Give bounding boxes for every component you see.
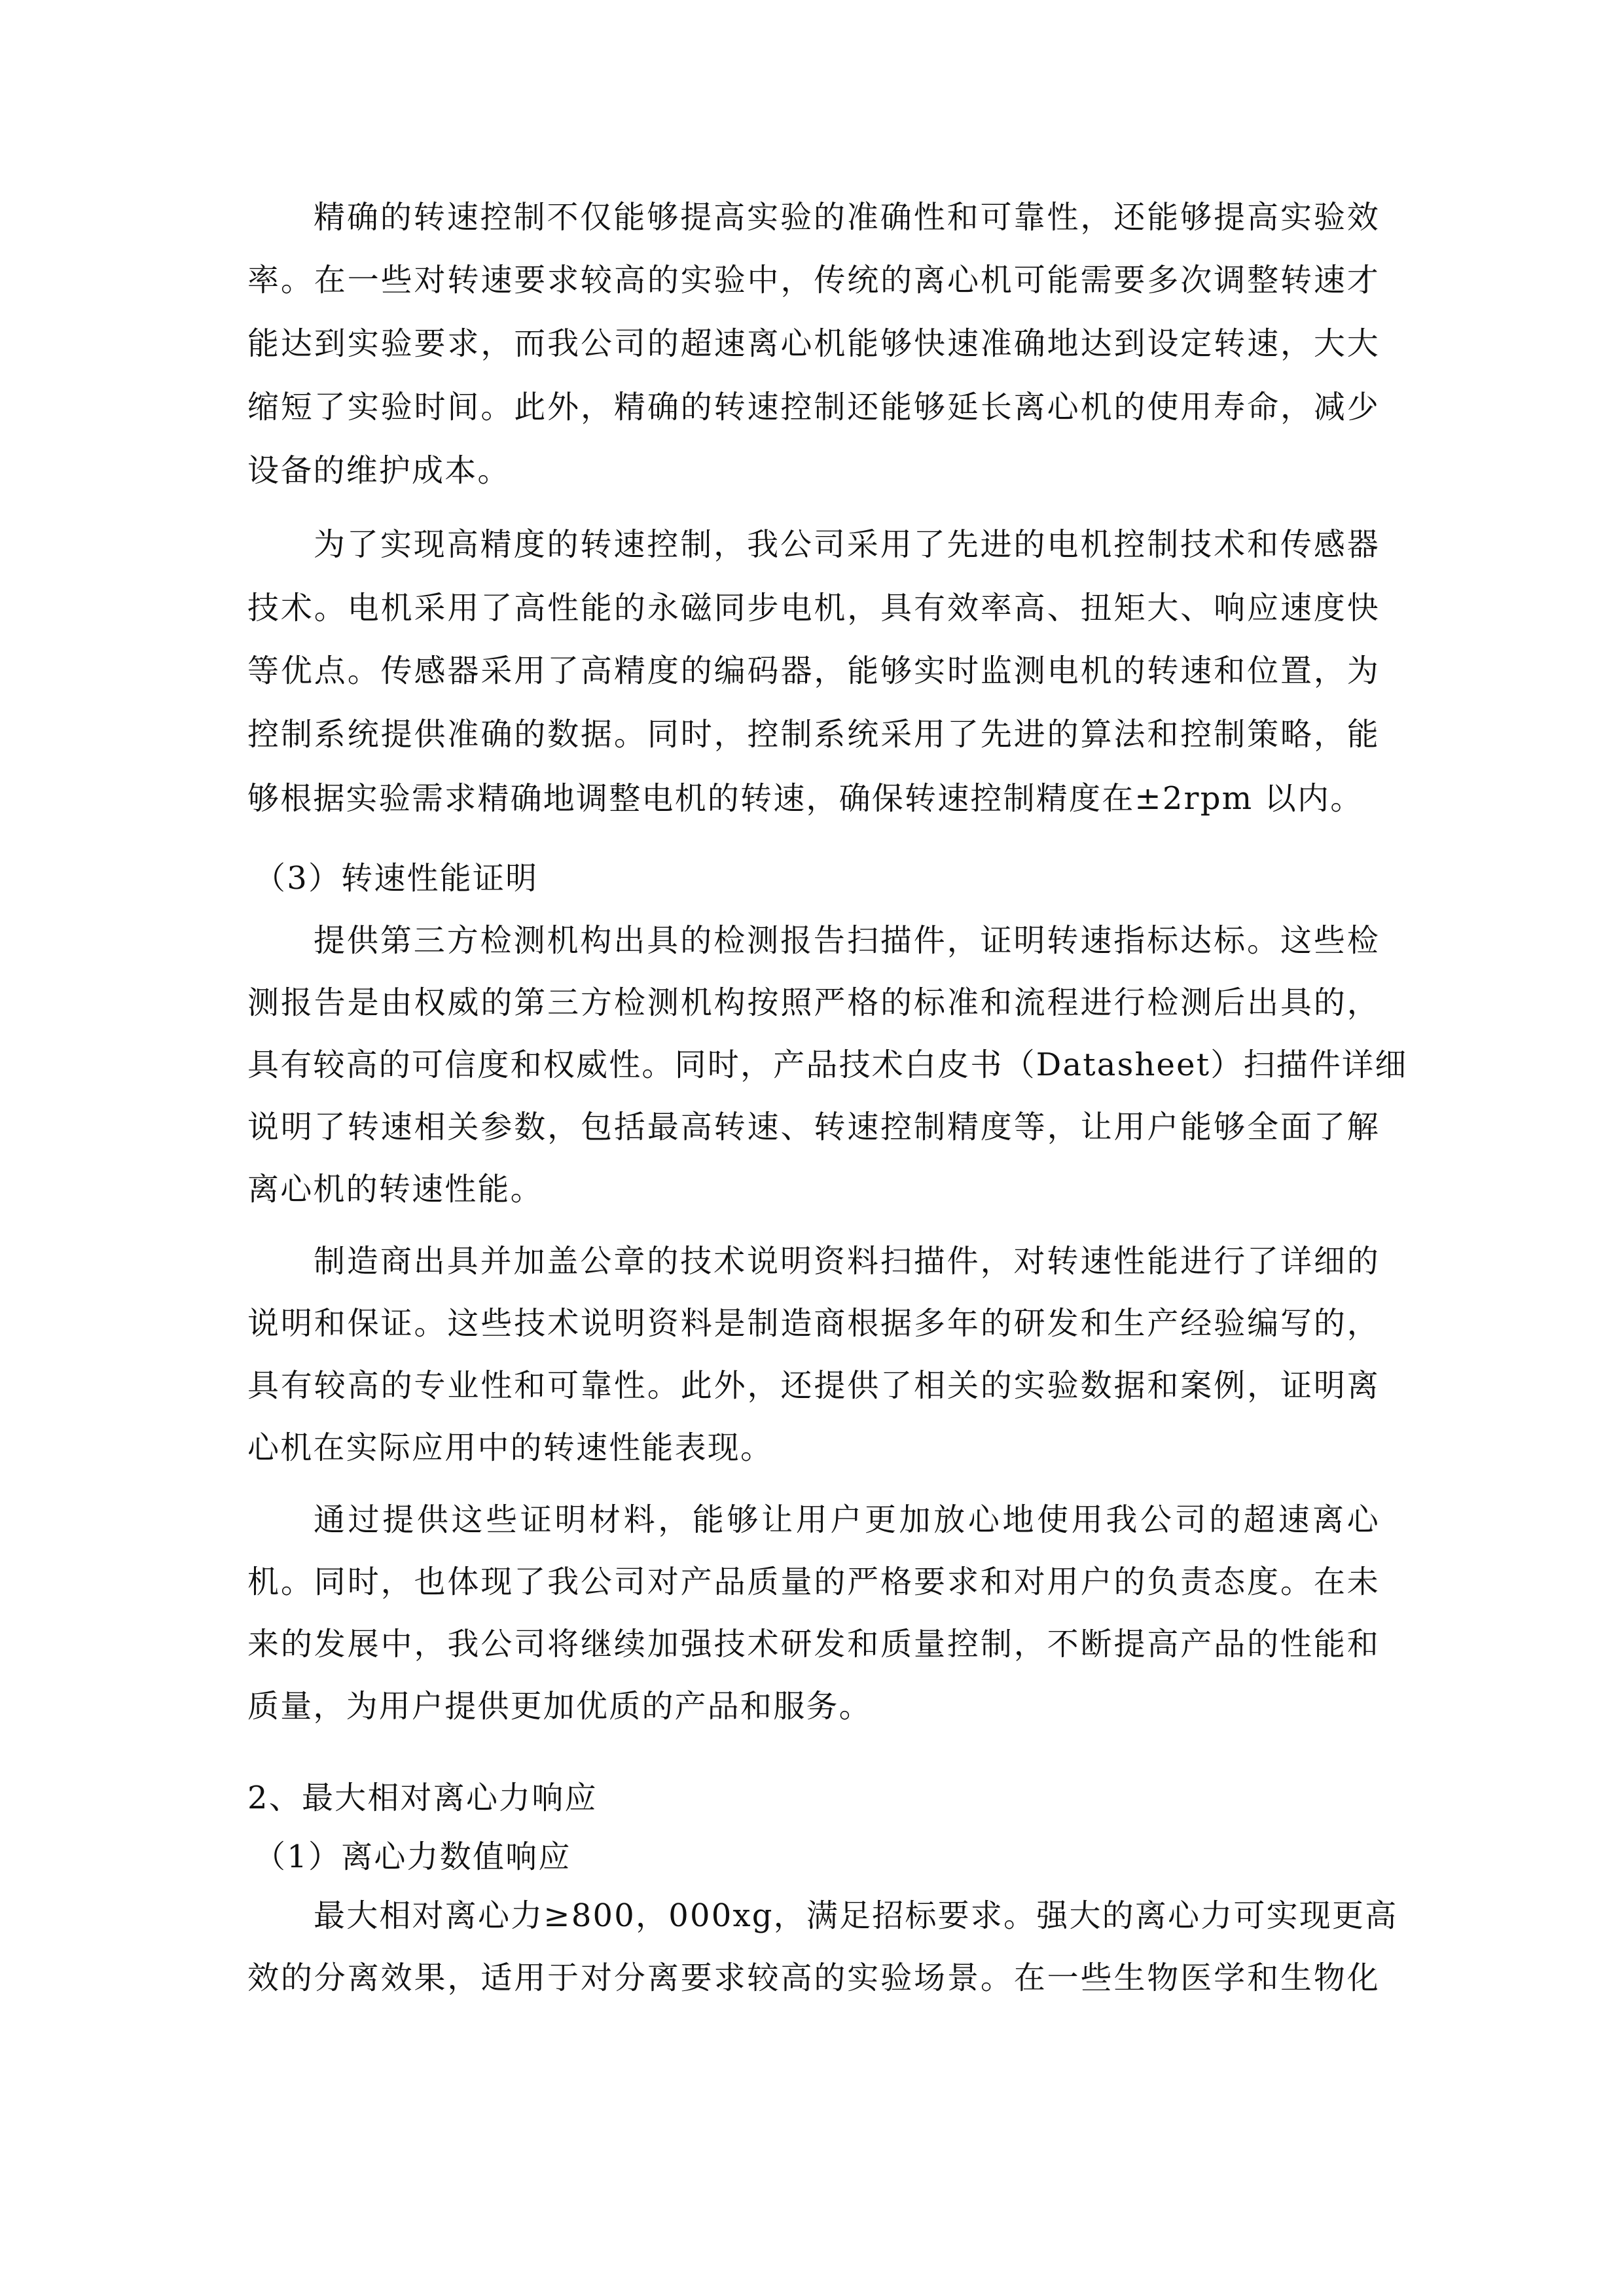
paragraph-line: 心机在实际应用中的转速性能表现。 bbox=[247, 1429, 774, 1466]
paragraph-line: 测报告是由权威的第三方检测机构按照严格的标准和流程进行检测后出具的， bbox=[247, 984, 1380, 1021]
paragraph-line: 说明了转速相关参数，包括最高转速、转速控制精度等，让用户能够全面了解 bbox=[247, 1109, 1380, 1145]
paragraph-line: 设备的维护成本。 bbox=[247, 452, 511, 489]
subsection-heading-speed-performance-proof: （3）转速性能证明 bbox=[254, 860, 539, 897]
paragraph-line: 最大相对离心力≥800，000xg，满足招标要求。强大的离心力可实现更高 bbox=[314, 1897, 1398, 1934]
paragraph-line: 能达到实验要求，而我公司的超速离心机能够快速准确地达到设定转速，大大 bbox=[247, 325, 1380, 362]
paragraph-line: 控制系统提供准确的数据。同时，控制系统采用了先进的算法和控制策略，能 bbox=[247, 716, 1380, 753]
paragraph-line: 为了实现高精度的转速控制，我公司采用了先进的电机控制技术和传感器 bbox=[314, 526, 1380, 563]
paragraph-line: 提供第三方检测机构出具的检测报告扫描件，证明转速指标达标。这些检 bbox=[314, 922, 1380, 959]
paragraph-line: 来的发展中，我公司将继续加强技术研发和质量控制，不断提高产品的性能和 bbox=[247, 1626, 1380, 1662]
paragraph-line: 技术。电机采用了高性能的永磁同步电机，具有效率高、扭矩大、响应速度快 bbox=[247, 590, 1380, 626]
subsection-heading-rcf-value-response: （1）离心力数值响应 bbox=[254, 1839, 571, 1875]
paragraph-line: 说明和保证。这些技术说明资料是制造商根据多年的研发和生产经验编写的， bbox=[247, 1305, 1380, 1342]
paragraph-line: 率。在一些对转速要求较高的实验中，传统的离心机可能需要多次调整转速才 bbox=[247, 262, 1380, 298]
paragraph-line: 缩短了实验时间。此外，精确的转速控制还能够延长离心机的使用寿命，减少 bbox=[247, 389, 1380, 425]
paragraph-line: 具有较高的可信度和权威性。同时，产品技术白皮书（Datasheet）扫描件详细 bbox=[247, 1047, 1408, 1083]
paragraph-line: 精确的转速控制不仅能够提高实验的准确性和可靠性，还能够提高实验效 bbox=[314, 199, 1380, 236]
paragraph-line: 质量，为用户提供更加优质的产品和服务。 bbox=[247, 1688, 872, 1725]
paragraph-line: 效的分离效果，适用于对分离要求较高的实验场景。在一些生物医学和生物化 bbox=[247, 1960, 1380, 1996]
paragraph-line: 具有较高的专业性和可靠性。此外，还提供了相关的实验数据和案例，证明离 bbox=[247, 1367, 1380, 1404]
paragraph-line: 离心机的转速性能。 bbox=[247, 1171, 543, 1208]
paragraph-line: 等优点。传感器采用了高精度的编码器，能够实时监测电机的转速和位置，为 bbox=[247, 653, 1380, 689]
paragraph-line: 通过提供这些证明材料，能够让用户更加放心地使用我公司的超速离心 bbox=[314, 1501, 1380, 1538]
paragraph-line: 够根据实验需求精确地调整电机的转速，确保转速控制精度在±2rpm 以内。 bbox=[247, 780, 1363, 817]
paragraph-line: 机。同时，也体现了我公司对产品质量的严格要求和对用户的负责态度。在未 bbox=[247, 1564, 1380, 1600]
section-heading-max-rcf-response: 2、最大相对离心力响应 bbox=[247, 1780, 598, 1816]
paragraph-line: 制造商出具并加盖公章的技术说明资料扫描件，对转速性能进行了详细的 bbox=[314, 1243, 1380, 1280]
